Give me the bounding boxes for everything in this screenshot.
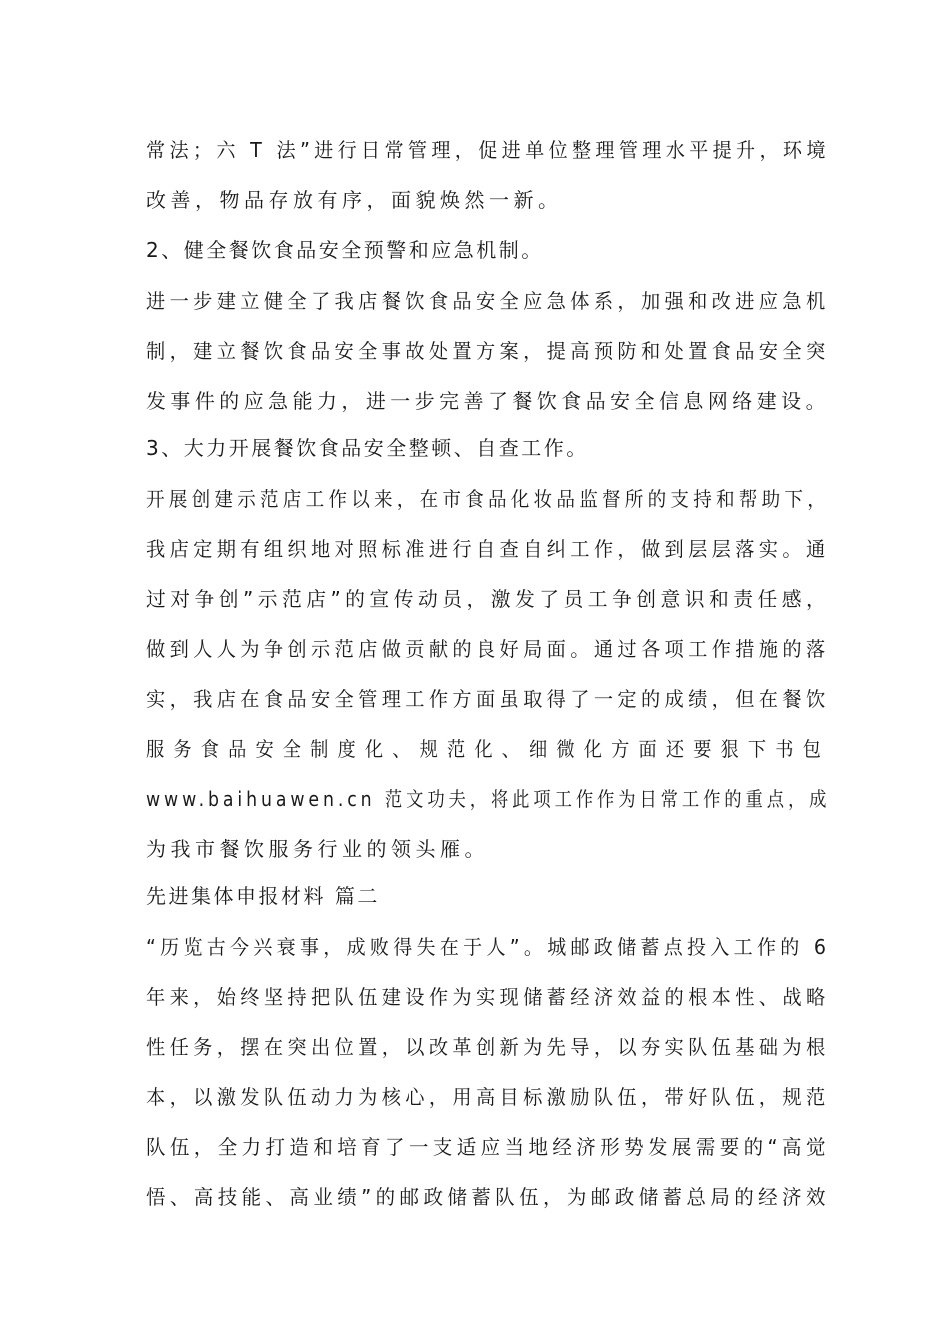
section-heading-3: 3、大力开展餐饮食品安全整顿、自查工作。 xyxy=(146,436,589,460)
text-line-21: 队伍，全力打造和培育了一支适应当地经济形势发展需要的“高觉 xyxy=(146,1135,830,1159)
section-heading-2: 2、健全餐饮食品安全预警和应急机制。 xyxy=(146,238,544,262)
text-line-2: 改善，物品存放有序，面貌焕然一新。 xyxy=(146,188,563,212)
text-line-8: 开展创建示范店工作以来，在市食品化妆品监督所的支持和帮助下， xyxy=(146,487,830,511)
text-line-18: 年来，始终坚持把队伍建设作为实现储蓄经济效益的根本性、战略 xyxy=(146,985,830,1009)
text-line-20: 本，以激发队伍动力为核心，用高目标激励队伍，带好队伍，规范 xyxy=(146,1085,830,1109)
text-line-14: www.baihuawen.cn 范文功夫，将此项工作作为日常工作的重点，成 xyxy=(146,787,831,811)
text-line-10: 过对争创”示范店”的宣传动员，激发了员工争创意识和责任感， xyxy=(146,587,831,611)
text-line-9: 我店定期有组织地对照标准进行自查自纠工作，做到层层落实。通 xyxy=(146,537,830,561)
section-title-part-two: 先进集体申报材料 篇二 xyxy=(146,884,380,908)
text-line-15: 为我市餐饮服务行业的领头雁。 xyxy=(146,837,489,861)
text-line-4: 进一步建立健全了我店餐饮食品安全应急体系，加强和改进应急机 xyxy=(146,289,830,313)
text-line-19: 性任务，摆在突出位置，以改革创新为先导，以夯实队伍基础为根 xyxy=(146,1035,830,1059)
text-line-17: “历览古今兴衰事，成败得失在于人”。城邮政储蓄点投入工作的 6 xyxy=(146,935,831,959)
text-line-13: 服务食品安全制度化、规范化、细微化方面还要狠下书包 xyxy=(146,737,830,761)
text-line-22: 悟、高技能、高业绩”的邮政储蓄队伍，为邮政储蓄总局的经济效 xyxy=(146,1185,830,1209)
text-line-12: 实，我店在食品安全管理工作方面虽取得了一定的成绩，但在餐饮 xyxy=(146,687,830,711)
text-line-1: 常法；六 T 法”进行日常管理，促进单位整理管理水平提升，环境 xyxy=(146,138,830,162)
text-line-5: 制，建立餐饮食品安全事故处置方案，提高预防和处置食品安全突 xyxy=(146,339,830,363)
text-line-6: 发事件的应急能力，进一步完善了餐饮食品安全信息网络建设。 xyxy=(146,389,830,413)
text-line-11: 做到人人为争创示范店做贡献的良好局面。通过各项工作措施的落 xyxy=(146,637,830,661)
